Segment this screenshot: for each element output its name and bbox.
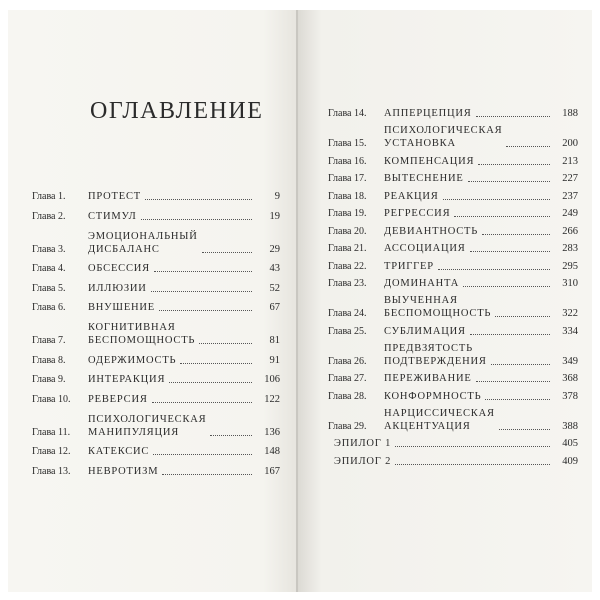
chapter-prefix: Глава [328,308,352,319]
dot-leader [482,234,550,235]
chapter-number: 9. [58,374,66,385]
chapter-title-line: УСТАНОВКА [384,138,456,149]
chapter-title [88,230,198,256]
chapter-title [384,107,472,120]
dot-leader [169,382,252,383]
toc-entry [328,107,578,120]
page-number: 19 [269,210,280,222]
toc-entry [328,124,578,150]
right-page [298,10,592,592]
chapter-title [384,372,472,385]
chapter-title-line: АППЕРЦЕПЦИЯ [384,108,472,119]
toc-entry [328,390,578,403]
chapter-prefix: Глава [328,138,352,149]
toc-entry [328,207,578,220]
chapter-prefix: Глава [328,373,352,384]
dot-leader [470,251,550,252]
dot-leader [199,343,252,344]
dot-leader [443,199,550,200]
epilogue-label: ЭПИЛОГ 1 [334,438,392,449]
chapter-label [32,262,88,275]
chapter-number: 19. [354,208,367,219]
page-number: 237 [562,190,578,202]
chapter-title-line: ДОМИНАНТА [384,278,460,289]
dot-leader [478,164,550,165]
epilogue-entry [328,455,578,468]
dot-leader [463,286,550,287]
page-number: 29 [269,243,280,255]
chapter-label [328,325,384,338]
chapter-prefix: Глава [32,446,56,457]
toc-entry [328,242,578,255]
page-number: 106 [264,374,280,385]
page-number: 227 [562,173,578,184]
chapter-title [384,124,502,150]
chapter-prefix: Глава [328,225,352,237]
chapter-prefix: Глава [328,260,352,272]
page-number: 349 [562,355,578,367]
chapter-label [32,282,88,295]
chapter-title [384,260,434,273]
chapter-title-line: ПСИХОЛОГИЧЕСКАЯ [384,125,503,136]
chapter-number: 12. [58,446,71,457]
chapter-title-line: ИНТЕРАКЦИЯ [88,374,166,385]
epilogue-label: ЭПИЛОГ 2 [334,455,392,467]
chapter-label [32,210,88,223]
dot-leader [141,219,252,220]
dot-leader [485,399,550,400]
chapter-title-line: ПОДТВЕРЖДЕНИЯ [384,355,487,367]
page-number: 266 [562,225,578,237]
chapter-title [88,413,206,439]
chapter-title [88,465,158,478]
chapter-title-line: СТИМУЛ [88,210,137,222]
chapter-label [328,307,384,320]
chapter-title-line: НАРЦИССИЧЕСКАЯ [384,407,495,419]
page-number: 188 [562,108,578,119]
chapter-title-line: НЕВРОТИЗМ [88,465,159,477]
chapter-title-line: ПРОТЕСТ [88,191,141,202]
chapter-title-line: ИЛЛЮЗИИ [88,282,147,294]
toc-entry [32,413,280,439]
toc-left [32,190,280,478]
chapter-title-line: АКЦЕНТУАЦИЯ [384,420,471,432]
page-number: 249 [562,208,578,219]
chapter-number: 13. [58,465,71,477]
page-number: 81 [269,335,280,346]
chapter-prefix: Глава [32,191,56,202]
chapter-title-line: МАНИПУЛЯЦИЯ [88,426,180,438]
chapter-label [32,373,88,386]
chapter-prefix: Глава [32,302,56,313]
page-number: 167 [264,465,280,477]
page-number: 91 [269,354,280,366]
chapter-label [328,277,384,290]
chapter-number: 16. [354,155,367,167]
dot-leader [159,310,252,311]
chapter-title [88,210,137,223]
dot-leader [506,146,550,147]
chapter-prefix: Глава [32,282,56,294]
chapter-title-line: ВНУШЕНИЕ [88,302,156,313]
page-number: 122 [264,393,280,405]
chapter-number: 8. [58,354,66,366]
chapter-number: 11. [58,426,71,438]
chapter-label [328,172,384,185]
chapter-number: 15. [354,138,367,149]
toc-right [328,107,578,468]
chapter-title [384,207,450,220]
toc-entry [32,282,280,295]
page-number: 52 [269,282,280,294]
chapter-number: 1. [58,191,66,202]
page-number: 283 [562,243,578,254]
chapter-prefix: Глава [32,243,56,255]
chapter-label [328,420,384,433]
toc-entry [328,260,578,273]
chapter-label [32,354,88,367]
dot-leader [210,435,252,436]
chapter-title [384,242,466,255]
toc-entry [328,172,578,185]
chapter-title [88,354,176,367]
chapter-label [328,390,384,403]
chapter-number: 23. [354,278,367,289]
chapter-title-line: КАТЕКСИС [88,446,150,457]
page-number: 43 [269,263,280,274]
page-number: 322 [562,308,578,319]
dot-leader [151,291,252,292]
chapter-prefix: Глава [32,335,56,346]
dot-leader [476,116,550,117]
chapter-label [32,445,88,458]
chapter-title [384,190,439,203]
chapter-title-line: РЕГРЕССИЯ [384,208,451,219]
page-number: 388 [562,420,578,432]
epilogue-entry [328,437,578,450]
dot-leader [202,252,252,253]
chapter-prefix: Глава [32,354,56,366]
toc-entry [32,210,280,223]
chapter-label [32,243,88,256]
chapter-prefix: Глава [328,278,352,289]
chapter-prefix: Глава [328,325,352,337]
dot-leader [491,364,550,365]
chapter-label [32,426,88,439]
chapter-title-line: КОНФОРМНОСТЬ [384,390,482,402]
chapter-prefix: Глава [328,155,352,167]
chapter-title [384,390,481,403]
book-spread [8,10,592,592]
dot-leader [499,429,550,430]
toc-entry [328,225,578,238]
chapter-title [384,172,464,185]
page-number: 148 [264,446,280,457]
page-number: 136 [264,426,280,438]
chapter-label [328,137,384,150]
chapter-title-line: ЭМОЦИОНАЛЬНЫЙ [88,230,198,242]
chapter-number: 26. [354,355,367,367]
chapter-number: 20. [354,225,367,237]
chapter-label [32,301,88,314]
chapter-number: 6. [58,302,66,313]
chapter-number: 7. [58,335,66,346]
chapter-number: 17. [354,173,367,184]
page-number: 405 [562,438,578,449]
dot-leader [468,181,550,182]
chapter-number: 29. [354,420,367,432]
dot-leader [438,269,550,270]
chapter-number: 22. [354,260,367,272]
chapter-prefix: Глава [32,263,56,274]
toc-entry [328,342,578,368]
toc-entry [328,294,578,320]
chapter-title-line: ВЫУЧЕННАЯ [384,295,458,306]
page-number: 378 [562,390,578,402]
chapter-title [88,262,150,275]
chapter-title-line: БЕСПОМОЩНОСТЬ [384,308,492,319]
chapter-prefix: Глава [328,173,352,184]
dot-leader [395,446,550,447]
chapter-title-line: БЕСПОМОЩНОСТЬ [88,335,196,346]
page-number: 9 [274,191,280,202]
toc-entry [328,372,578,385]
toc-entry [328,277,578,290]
chapter-title [384,342,487,368]
chapter-prefix: Глава [32,426,56,438]
dot-leader [152,402,252,403]
chapter-title [384,155,474,168]
toc-entry [32,373,280,386]
dot-leader [470,334,550,335]
chapter-label [32,190,88,203]
dot-leader [476,381,550,382]
dot-leader [145,199,252,200]
chapter-title-line: ОДЕРЖИМОСТЬ [88,354,177,366]
chapter-prefix: Глава [328,355,352,367]
chapter-prefix: Глава [328,208,352,219]
chapter-label [32,465,88,478]
chapter-title-line: ПЕРЕЖИВАНИЕ [384,373,472,384]
dot-leader [454,216,550,217]
page-number: 213 [562,155,578,167]
toc-entry [32,445,280,458]
chapter-title-line: ТРИГГЕР [384,260,434,272]
toc-entry [328,407,578,433]
page-number: 310 [562,278,578,289]
chapter-title-line: СУБЛИМАЦИЯ [384,325,466,337]
left-page [8,10,298,592]
toc-entry [32,262,280,275]
page-number: 409 [562,455,578,467]
chapter-title [88,393,148,406]
chapter-prefix: Глава [328,190,352,202]
chapter-title [88,282,147,295]
chapter-prefix: Глава [328,108,352,119]
chapter-prefix: Глава [328,420,352,432]
dot-leader [153,454,252,455]
chapter-title-line: РЕВЕРСИЯ [88,393,148,405]
chapter-label [328,260,384,273]
chapter-title-line: КОМПЕНСАЦИЯ [384,155,475,167]
dot-leader [180,363,252,364]
chapter-title [88,301,155,314]
page-number: 295 [562,260,578,272]
chapter-number: 5. [58,282,66,294]
chapter-title-line: ПСИХОЛОГИЧЕСКАЯ [88,413,207,425]
chapter-title [384,277,459,290]
dot-leader [162,474,252,475]
chapter-prefix: Глава [32,210,56,222]
chapter-title [384,407,495,433]
chapter-title-line: ДИСБАЛАНС [88,243,160,255]
chapter-title [88,445,149,458]
page-title: ОГЛАВЛЕНИЕ [90,98,264,124]
chapter-label [328,225,384,238]
chapter-prefix: Глава [32,393,56,405]
toc-entry [32,393,280,406]
toc-entry [32,230,280,256]
page-number: 334 [562,325,578,337]
toc-entry [32,190,280,203]
toc-entry [328,155,578,168]
chapter-label [328,190,384,203]
chapter-title-line: РЕАКЦИЯ [384,190,439,202]
page-number: 368 [562,373,578,384]
dot-leader [154,271,252,272]
chapter-label [328,107,384,120]
chapter-prefix: Глава [328,390,352,402]
chapter-number: 25. [354,325,367,337]
chapter-label [32,334,88,347]
chapter-title [384,325,466,338]
chapter-title [88,321,195,347]
toc-entry [32,465,280,478]
toc-entry [328,190,578,203]
chapter-title-line: КОГНИТИВНАЯ [88,322,176,333]
chapter-title-line: ПРЕДВЗЯТОСТЬ [384,342,473,354]
chapter-title-line: ОБСЕССИЯ [88,263,150,274]
chapter-prefix: Глава [32,374,56,385]
chapter-title-line: ДЕВИАНТНОСТЬ [384,225,479,237]
chapter-label [328,155,384,168]
chapter-number: 14. [354,108,367,119]
chapter-number: 2. [58,210,66,222]
toc-entry [32,321,280,347]
chapter-title-line: ВЫТЕСНЕНИЕ [384,173,464,184]
chapter-label [328,372,384,385]
chapter-label [328,207,384,220]
chapter-title [88,190,141,203]
chapter-label [328,355,384,368]
chapter-number: 10. [58,393,71,405]
chapter-number: 3. [58,243,66,255]
chapter-number: 27. [354,373,367,384]
dot-leader [495,316,550,317]
dot-leader [395,464,550,465]
chapter-label [32,393,88,406]
chapter-title [384,294,491,320]
toc-entry [32,301,280,314]
chapter-number: 18. [354,190,367,202]
toc-entry [32,354,280,367]
chapter-title-line: АССОЦИАЦИЯ [384,243,466,254]
chapter-title [384,225,478,238]
toc-entry [328,325,578,338]
chapter-number: 4. [58,263,66,274]
chapter-number: 28. [354,390,367,402]
chapter-title [88,373,165,386]
page-number: 67 [269,302,280,313]
chapter-number: 24. [354,308,367,319]
chapter-prefix: Глава [32,465,56,477]
chapter-prefix: Глава [328,243,352,254]
chapter-label [328,242,384,255]
page-number: 200 [562,138,578,149]
chapter-number: 21. [354,243,367,254]
